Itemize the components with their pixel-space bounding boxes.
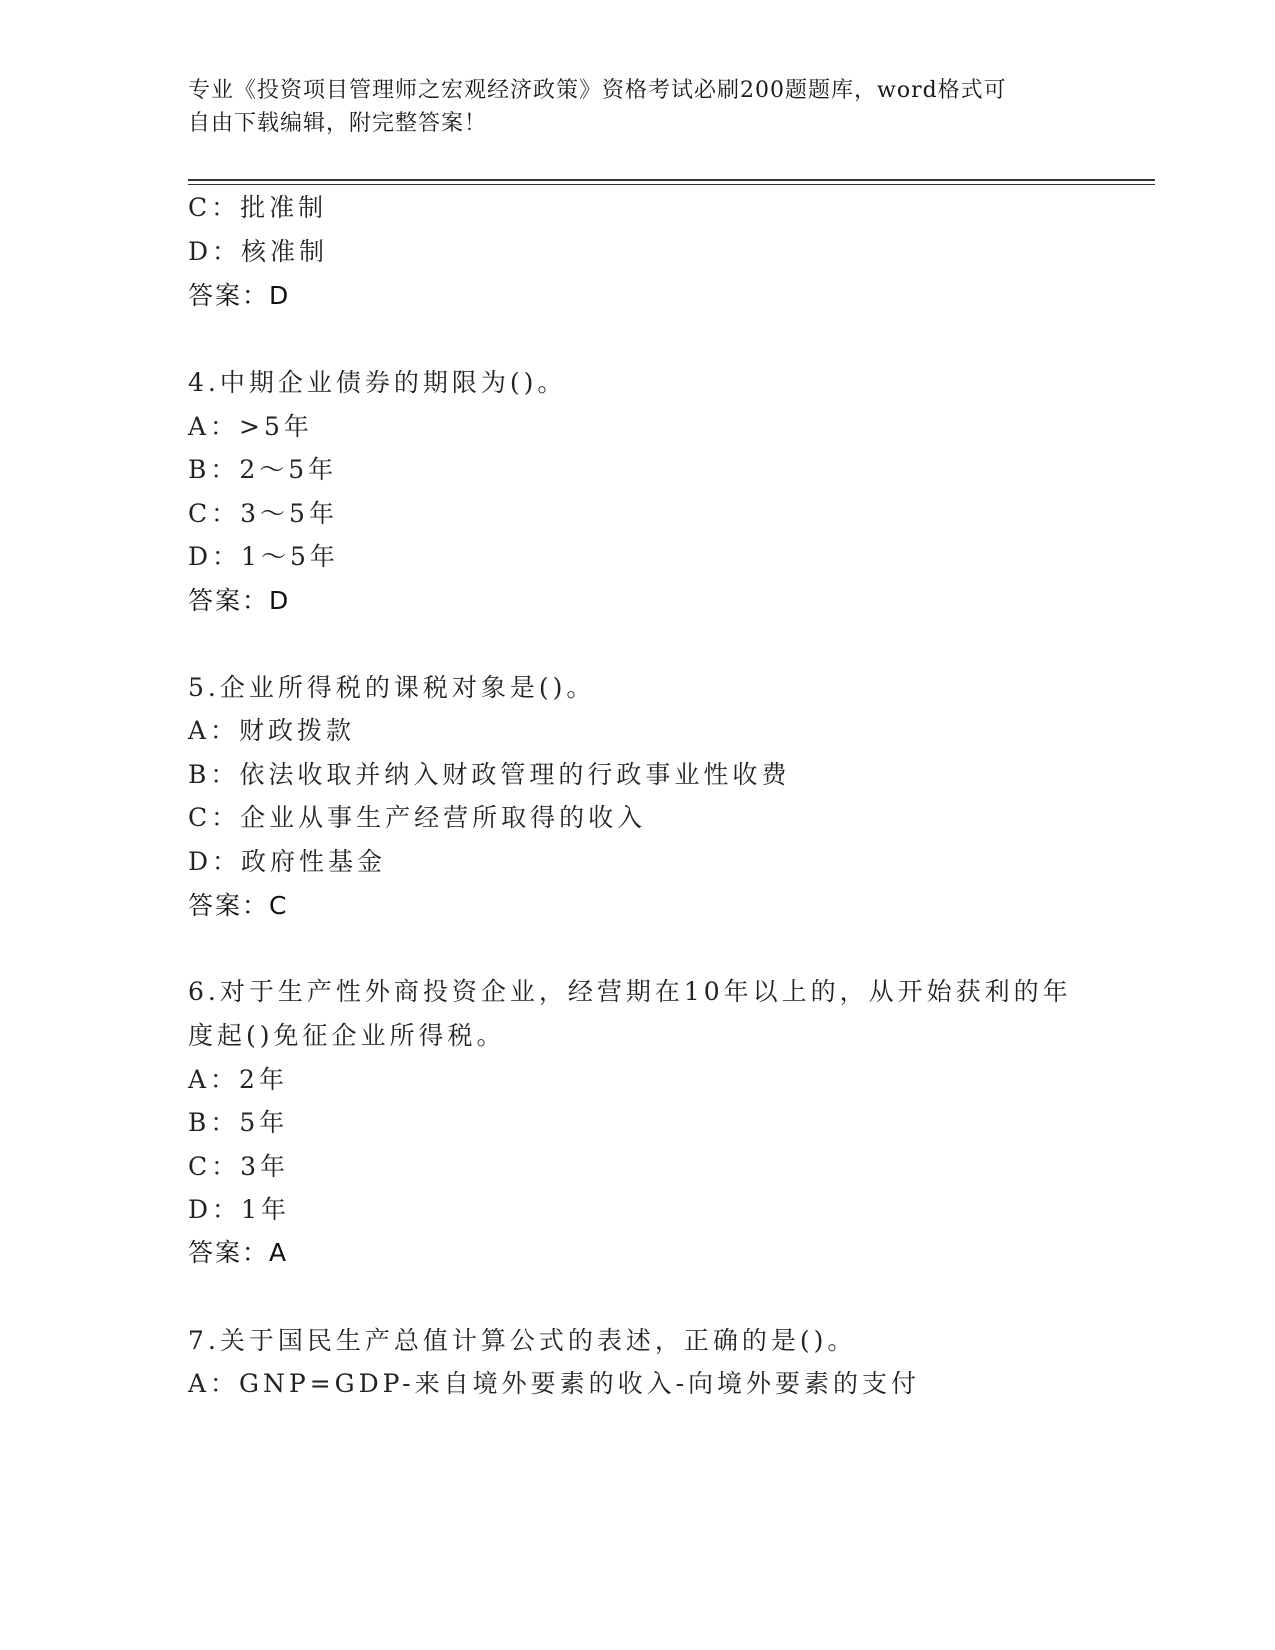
q7-option-a: A：GNP=GDP-来自境外要素的收入-向境外要素的支付 [188,1369,921,1398]
q7-stem: 7.关于国民生产总值计算公式的表述，正确的是()。 [188,1326,857,1355]
q6-option-c: C：3年 [188,1152,290,1181]
header-title-line-1: 专业《投资项目管理师之宏观经济政策》资格考试必刷200题题库，word格式可 [188,78,1007,103]
q4-option-b: B：2～5年 [188,455,338,484]
q5-option-c: C：企业从事生产经营所取得的收入 [188,803,647,832]
q5-option-b: B：依法收取并纳入财政管理的行政事业性收费 [188,760,791,789]
q5-answer: 答案：C [188,891,289,920]
q5-option-d: D：政府性基金 [188,847,387,876]
q6-stem-line-2: 度起()免征企业所得税。 [188,1021,506,1050]
q3-answer: 答案：D [188,281,291,310]
q4-answer: 答案：D [188,586,291,615]
q3-option-c: C：批准制 [188,193,328,222]
q5-option-a: A：财政拨款 [188,716,356,745]
q4-option-c: C：3～5年 [188,499,338,528]
q4-option-d: D：1～5年 [188,542,339,571]
document-header [188,74,1088,140]
q3-option-d: D：核准制 [188,237,329,266]
q4-option-a: A：>5年 [188,412,313,441]
header-divider-thick [188,179,1155,181]
q6-stem-line-1: 6.对于生产性外商投资企业，经营期在10年以上的，从开始获利的年 [188,977,1072,1006]
q6-option-a: A：2年 [188,1065,288,1094]
q6-option-b: B：5年 [188,1108,289,1137]
q5-stem: 5.企业所得税的课税对象是()。 [188,673,596,702]
q4-stem: 4.中期企业债券的期限为()。 [188,368,567,397]
q6-answer: 答案：A [188,1238,289,1267]
header-divider-thin [188,184,1155,185]
q6-option-d: D：1年 [188,1195,290,1224]
header-title-line-2: 自由下载编辑，附完整答案！ [188,111,488,136]
